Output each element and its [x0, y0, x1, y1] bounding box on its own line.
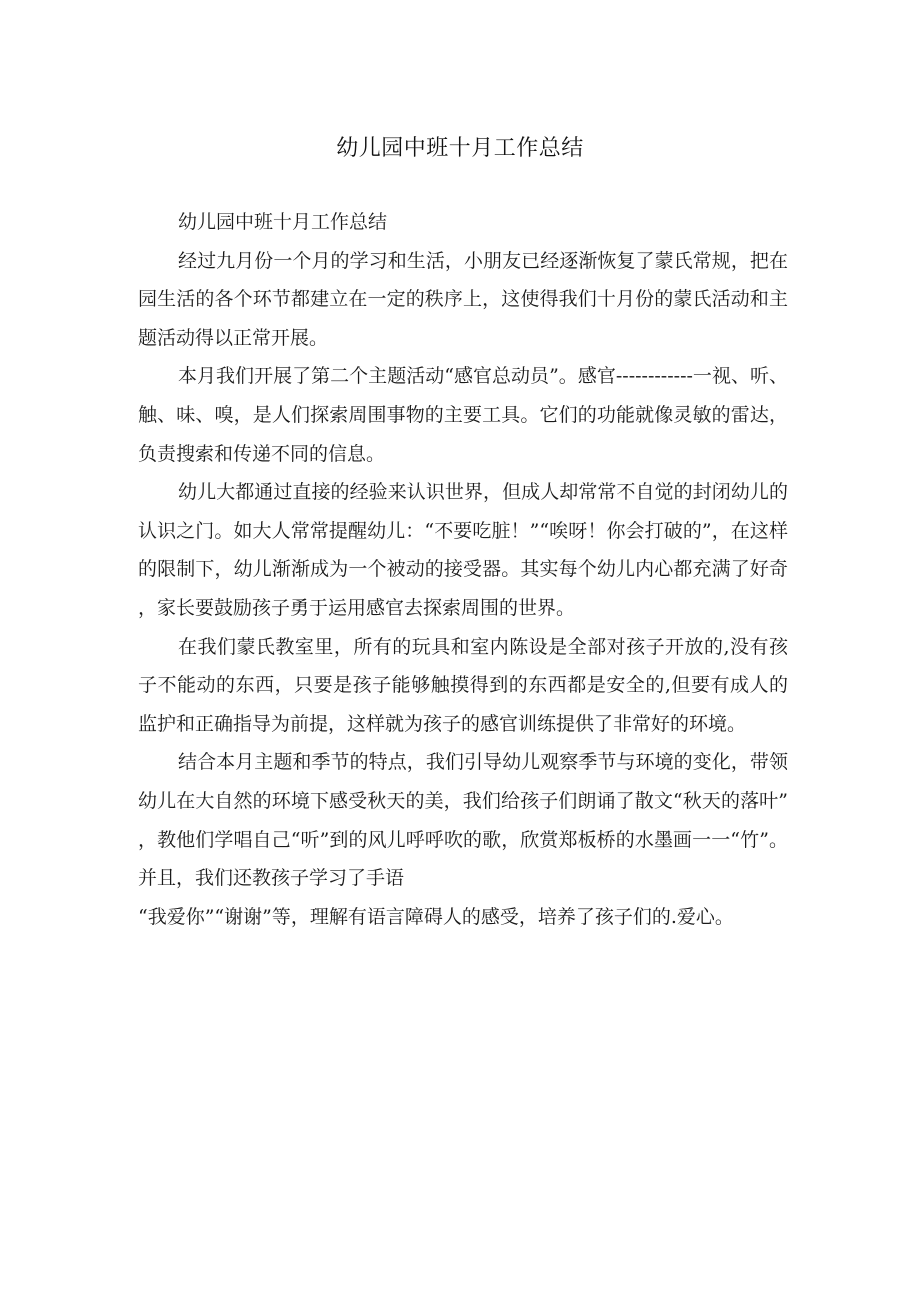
paragraph-1: 经过九月份一个月的学习和生活，小朋友已经逐渐恢复了蒙氏常规，把在园生活的各个环节都建立在一定的秩序上，这使得我们十月份的蒙氏活动和主题活动得以正常开展。 [138, 249, 788, 349]
paragraph-heading: 幼儿园中班十月工作总结 [178, 211, 388, 233]
paragraph-3: 幼儿大都通过直接的经验来认识世界，但成人却常常不自觉的封闭幼儿的认识之门。如大人常常提醒幼儿：“不要吃脏！”“唉呀！你会打破的”，在这样的限制下，幼儿渐渐成为一个被动的接受器。其实每个幼儿内心都充满了好奇，家长要鼓励孩子勇于运用感官去探索周围的世界。 [138, 481, 788, 619]
paragraph-5: 结合本月主题和季节的特点，我们引导幼儿观察季节与环境的变化，带领幼儿在大自然的环境下感受秋天的美，我们给孩子们朗诵了散文“秋天的落叶”，教他们学唱自己“听”到的风儿呼呼吹的歌，欣赏郑板桥的水墨画一一“竹”。并且，我们还教孩子学习了手语 [138, 751, 788, 890]
paragraph-4: 在我们蒙氏教室里，所有的玩具和室内陈设是全部对孩子开放的,没有孩子不能动的东西，只要是孩子能够触摸得到的东西都是安全的,但要有成人的监护和正确指导为前提，这样就为孩子的感官训练提供了非常好的环境。 [138, 635, 788, 735]
document-body [138, 203, 788, 936]
paragraph-5-continuation: “我爱你”“谢谢”等，理解有语言障碍人的感受，培养了孩子们的.爱心。 [138, 905, 734, 928]
paragraph-2: 本月我们开展了第二个主题活动“感官总动员”。感官------------一视、听、触、味、嗅，是人们探索周围事物的主要工具。它们的功能就像灵敏的雷达，负责搜索和传递不同的信息。 [138, 365, 788, 465]
document-title: 幼儿园中班十月工作总结 [336, 136, 584, 161]
